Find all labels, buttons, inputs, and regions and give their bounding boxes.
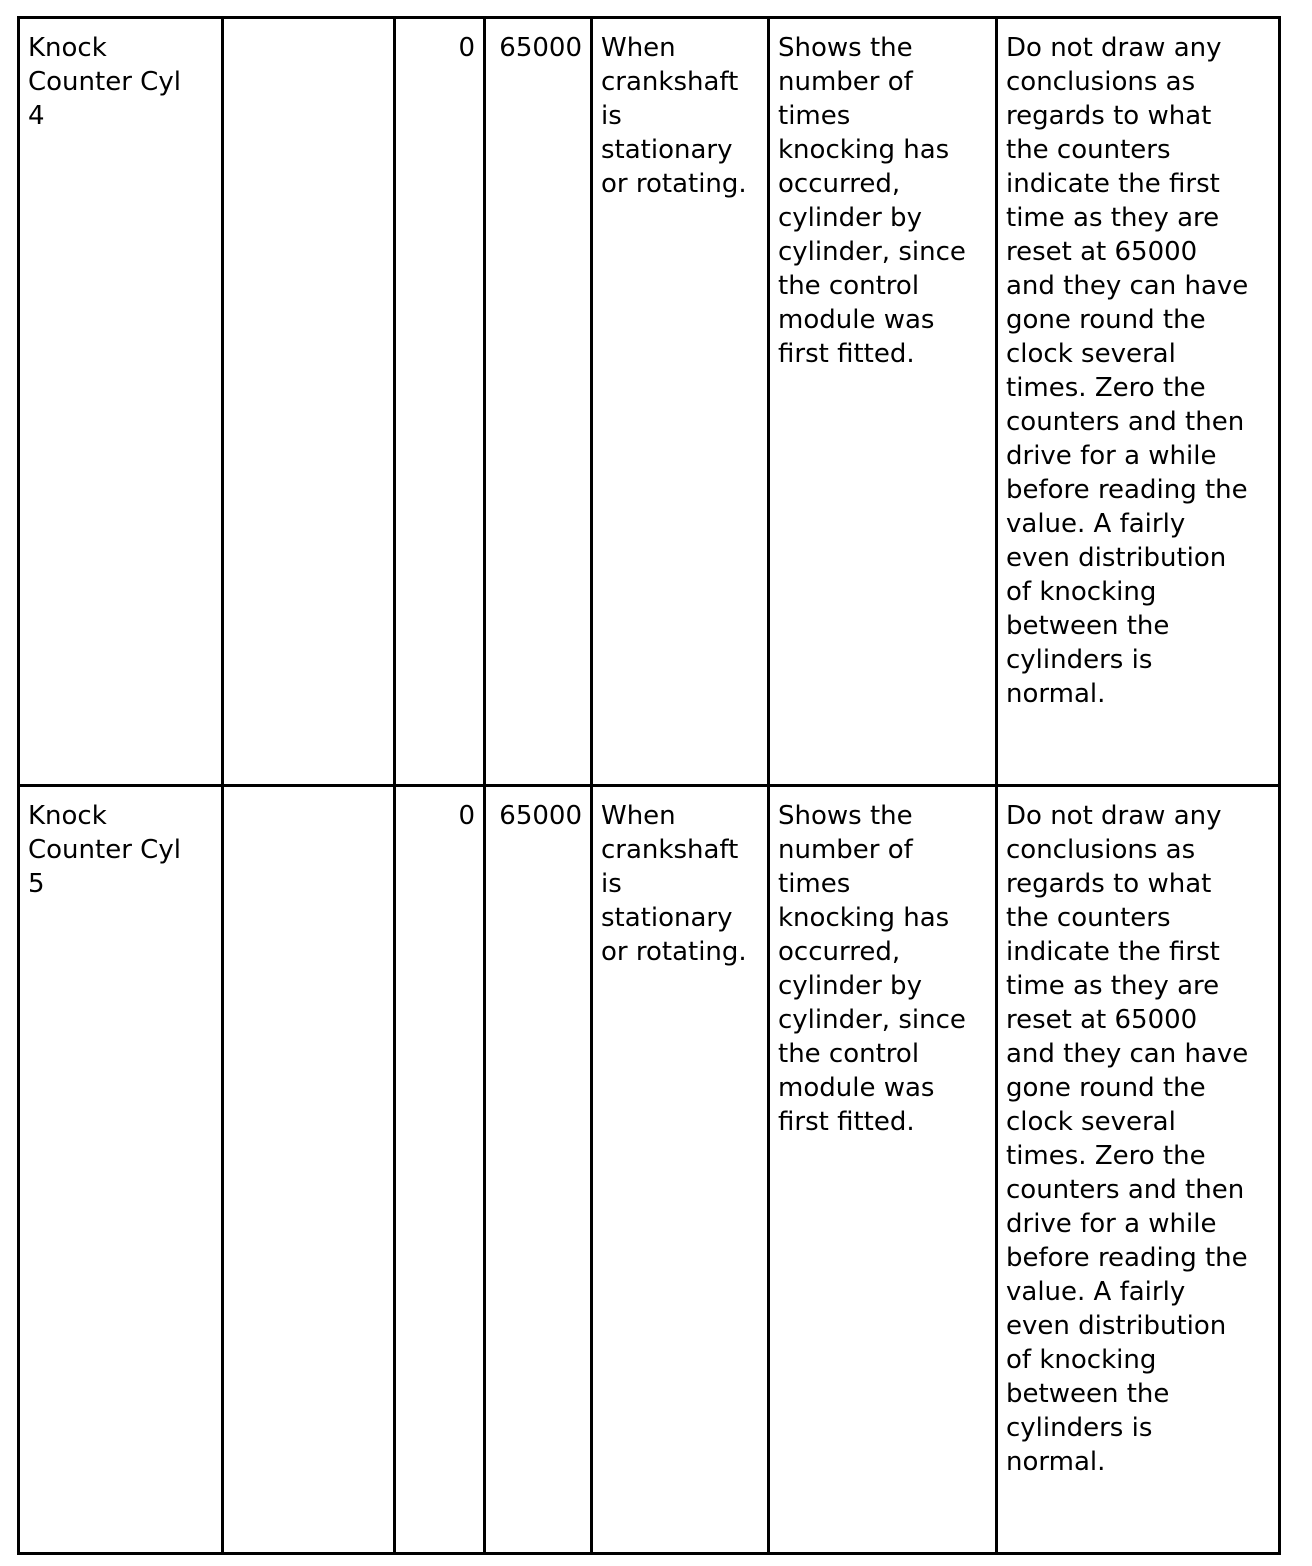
condition-cell: When crankshaft is stationary or rotating. — [592, 786, 769, 1554]
min-value-cell: 0 — [395, 18, 485, 786]
table-row — [19, 18, 1280, 786]
unit-cell — [223, 18, 395, 786]
max-value-cell: 65000 — [485, 18, 592, 786]
table-row — [19, 786, 1280, 1554]
max-value-cell: 65000 — [485, 786, 592, 1554]
min-value-cell: 0 — [395, 786, 485, 1554]
note-cell: Do not draw any conclusions as regards to what the counters indicate the first time as they are reset at 65000 and they can have gone round the clock several times. Zero the counters and then drive for a while before reading the value. A fairly even distribution of knocking between the cylinders is normal. — [997, 18, 1280, 786]
unit-cell — [223, 786, 395, 1554]
note-cell: Do not draw any conclusions as regards to what the counters indicate the first time as they are reset at 65000 and they can have gone round the clock several times. Zero the counters and then drive for a while before reading the value. A fairly even distribution of knocking between the cylinders is normal. — [997, 786, 1280, 1554]
description-cell: Shows the number of times knocking has occurred, cylinder by cylinder, since the control module was first fitted. — [769, 786, 997, 1554]
description-cell: Shows the number of times knocking has occurred, cylinder by cylinder, since the control module was first fitted. — [769, 18, 997, 786]
parameter-table — [17, 16, 1281, 1555]
parameter-name-cell: Knock Counter Cyl 5 — [19, 786, 223, 1554]
condition-cell: When crankshaft is stationary or rotating. — [592, 18, 769, 786]
parameter-name-cell: Knock Counter Cyl 4 — [19, 18, 223, 786]
